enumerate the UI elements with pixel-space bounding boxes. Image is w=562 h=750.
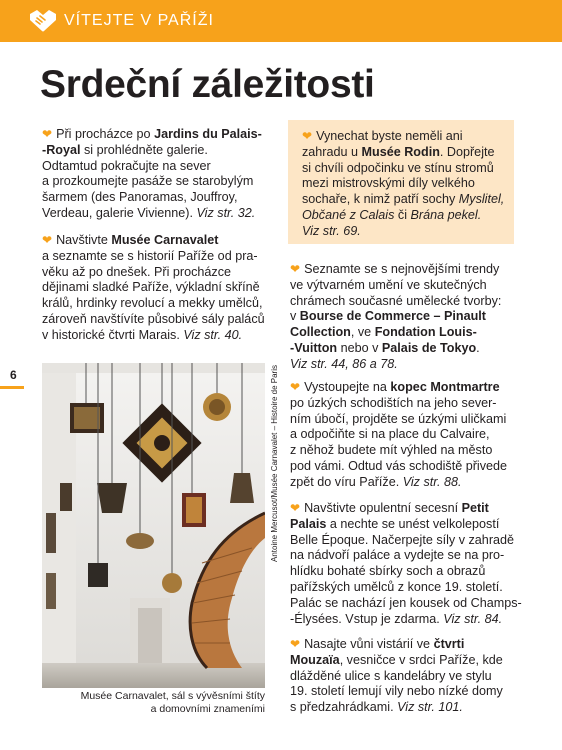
text-run: Vynechat byste neměli ani <box>316 129 463 143</box>
page-title: Srdeční záležitosti <box>40 63 375 106</box>
header-title: VÍTEJTE V PAŘÍŽI <box>64 12 214 29</box>
text-run: věku až po dnešek. Při procházce <box>42 264 232 279</box>
text-run: Vystoupejte na <box>304 380 391 394</box>
highlight-paragraph <box>302 129 504 240</box>
text-run: a odpočiňte si na place du Calvaire, <box>290 427 490 442</box>
text-run: a prozkoumejte pasáže se starobylým <box>42 174 254 189</box>
tip-paragraph <box>290 501 522 627</box>
text-run: Seznamte se s nejnovějšími trendy <box>304 262 500 276</box>
text-run: Nasajte vůni vistárií ve <box>304 637 434 651</box>
bold-text: Collection <box>290 325 351 340</box>
heart-icon: ❤ <box>302 129 313 143</box>
bold-text: Musée Carnavalet <box>111 233 219 247</box>
page-reference: Viz str. 88. <box>402 474 462 489</box>
text-run: ním úbočí, projděte se úzkými uličkami <box>290 411 507 426</box>
text-run: zahradu u <box>302 144 362 159</box>
handshake-icon <box>28 8 58 34</box>
text-run: v <box>290 309 300 324</box>
heart-icon: ❤ <box>290 380 301 394</box>
text-run: Odtamtud pokračujte na sever <box>42 158 211 173</box>
text-run: -Élysées. Vstup je zdarma. <box>290 611 444 626</box>
text-run: králů, hrdinky revolucí a mekky umělců, <box>42 296 263 311</box>
text-run: a seznamte se s historií Paříže od pra- <box>42 248 258 263</box>
bold-text: Fondation Louis- <box>374 325 477 340</box>
photo-caption <box>42 690 265 716</box>
text-run: hlídku bohaté sbírky soch a obrazů <box>290 564 486 579</box>
text-run: po úzkých schodištích na jeho sever- <box>290 395 497 410</box>
tip-paragraph <box>290 637 503 716</box>
page-reference: Viz str. 101. <box>397 700 463 715</box>
heart-icon: ❤ <box>42 127 53 141</box>
text-run: sochaře, k nimž patří sochy <box>302 192 459 207</box>
text-run: . Dopřejte <box>439 144 495 159</box>
bold-text: Musée Rodin <box>361 144 440 159</box>
text-run: či <box>394 207 411 222</box>
text-run: nebo v <box>337 340 382 355</box>
page-reference: Viz str. 84. <box>443 611 503 626</box>
page-reference: Občané z Calais <box>302 207 395 222</box>
bold-text: Palais <box>290 516 327 531</box>
text-run: chrámech současné umělecké tvorby: <box>290 293 502 308</box>
tip-paragraph <box>290 380 507 491</box>
heart-icon: ❤ <box>290 637 301 651</box>
museum-photo <box>42 363 265 688</box>
bold-text: kopec Montmartre <box>390 380 500 394</box>
text-run: si prohlédněte galerie. <box>80 142 208 157</box>
text-run: Palác se nachází jen kousek od Champs- <box>290 595 522 610</box>
text-run: Navštivte opulentní secesní <box>304 501 462 515</box>
text-run: na nádvoří paláce a vydejte se na pro- <box>290 548 505 563</box>
bold-text: Mouzaïa <box>290 652 340 667</box>
tip-paragraph <box>42 233 265 344</box>
text-run: Verdeau, galerie Vivienne). <box>42 205 197 220</box>
text-run: a nechte se unést velkolepostí <box>326 516 500 531</box>
text-run: dějinami sladké Paříže, výkladní skříně <box>42 280 260 295</box>
page-reference: Viz str. 69. <box>302 223 361 238</box>
photo-credit: Antoine Mercusot/Musée Carnavalet – Histoire de Paris <box>270 365 279 562</box>
bold-text: Jardins du Palais- <box>154 127 262 141</box>
text-run: . <box>476 340 480 355</box>
page-reference: Viz str. 32. <box>196 205 256 220</box>
text-run: ve výtvarném umění ve skutečných <box>290 277 487 292</box>
tip-paragraph <box>290 262 501 373</box>
text-run: zároveň navštívíte působivé sály paláců <box>42 311 265 326</box>
bold-text: Palais de Tokyo <box>381 340 477 355</box>
text-run: v historické čtvrti Marais. <box>42 327 184 342</box>
tip-paragraph <box>42 127 262 222</box>
photo-caption-line: a domovními znameními <box>150 703 265 715</box>
text-run: Při procházce po <box>56 127 155 141</box>
text-run: , vesničce v srdci Paříže, kde <box>339 652 503 667</box>
text-run: s předzahrádkami. <box>290 700 398 715</box>
text-run: dlážděné ulice s kandelábry ve stylu <box>290 668 492 683</box>
bold-text: -Vuitton <box>290 340 338 355</box>
bold-text: Petit <box>461 501 489 515</box>
text-run: pod vámi. Odtud vás schodiště přivede <box>290 458 508 473</box>
text-run: mezi mistrovskými díly velkého <box>302 176 475 191</box>
photo-caption-line: Musée Carnavalet, sál s vývěsními štíty <box>80 690 265 702</box>
text-run: zpět do víru Paříže. <box>290 474 403 489</box>
text-run: Navštivte <box>56 233 112 247</box>
page-reference: Viz str. 40. <box>183 327 243 342</box>
text-run: , ve <box>350 325 375 340</box>
museum-hall-illustration <box>42 363 265 688</box>
page-reference: Brána pekel. <box>410 207 482 222</box>
page-reference: Myslitel, <box>458 192 505 207</box>
text-run: 19. století lemují vily nebo nízké domy <box>290 684 503 699</box>
heart-icon: ❤ <box>290 262 301 276</box>
bold-text: čtvrti <box>433 637 465 651</box>
header-band <box>0 0 562 42</box>
text-run: Belle Époque. Načerpejte síly v zahradě <box>290 532 515 547</box>
text-run: pařížských umělců z konce 19. století. <box>290 579 503 594</box>
text-run: šarmem (des Panoramas, Jouffroy, <box>42 190 238 205</box>
text-run: z něhož budete mít výhled na město <box>290 443 493 458</box>
bold-text: Bourse de Commerce – Pinault <box>299 309 486 324</box>
text-run: si chvíli odpočinku ve stínu stromů <box>302 160 494 175</box>
page-number-marker <box>0 386 24 389</box>
bold-text: -Royal <box>42 142 81 157</box>
page-reference: Viz str. 44, 86 a 78. <box>290 356 398 371</box>
heart-icon: ❤ <box>42 233 53 247</box>
heart-icon: ❤ <box>290 501 301 515</box>
page-number: 6 <box>10 368 17 382</box>
